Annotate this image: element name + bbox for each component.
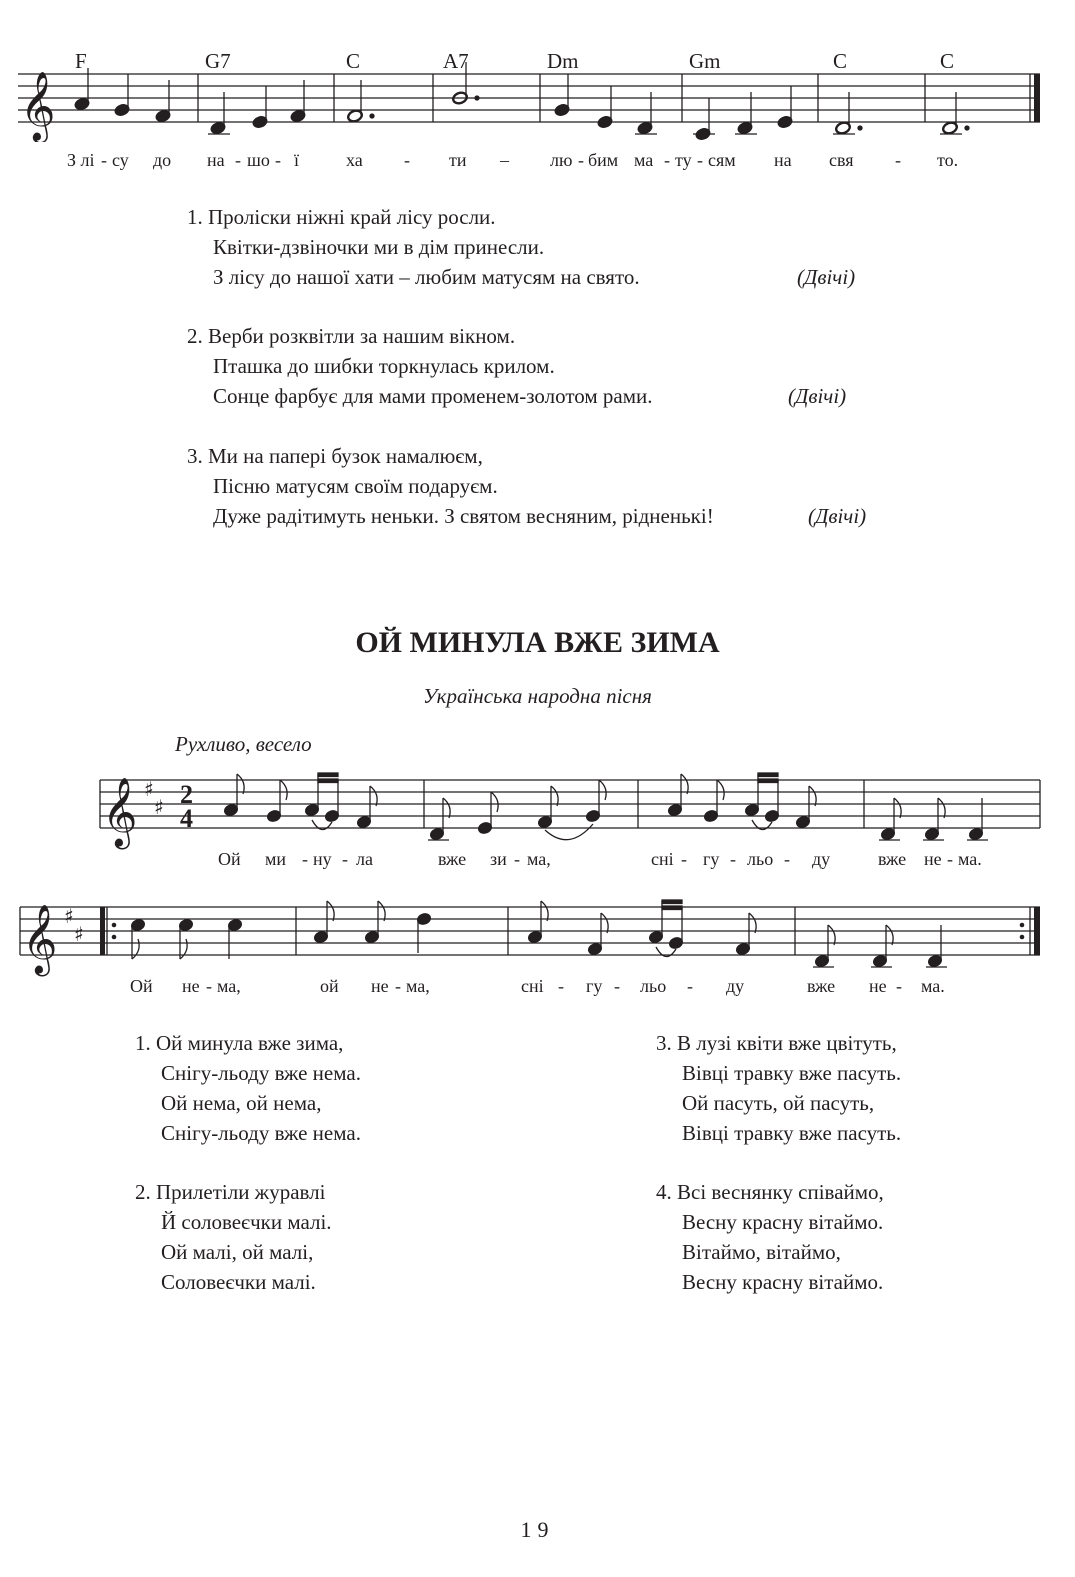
verse-line: Пташка до шибки торкнулась крилом.: [213, 354, 555, 378]
lyric-syllable: гу: [586, 976, 603, 996]
song2-staff-2: [0, 893, 1075, 983]
verse-line: Весну красну вітаймо.: [682, 1210, 884, 1234]
lyric-syllable: на: [774, 150, 792, 170]
chord-7: C: [833, 49, 848, 73]
lyric-syllable: ту: [675, 150, 692, 170]
lyric-syllable: су: [112, 150, 129, 170]
lyric-syllable: не: [371, 976, 389, 996]
lyric-syllable: зи: [490, 849, 507, 869]
lyric-syllable: Ой: [218, 849, 241, 869]
lyric-syllable: ой: [320, 976, 339, 996]
lyric-hyphen: -: [730, 849, 736, 869]
repeat-marker: (Двічі): [788, 384, 847, 408]
lyric-syllable: ма.: [921, 976, 945, 996]
lyric-syllable: ла: [356, 849, 373, 869]
verse-line: Весну красну вітаймо.: [682, 1270, 884, 1294]
lyric-syllable: льо: [640, 976, 667, 996]
song1-verse-2: [187, 321, 652, 411]
lyric-hyphen: -: [101, 150, 107, 170]
lyric-syllable: Ой: [130, 976, 153, 996]
sharp-icon: ♯: [144, 777, 154, 801]
lyric-hyphen: -: [206, 976, 212, 996]
lyric-hyphen: -: [784, 849, 790, 869]
time-signature-top: 2: [180, 780, 193, 809]
time-signature-bottom: 4: [180, 804, 193, 833]
verse-line: Вівці травку вже пасуть.: [682, 1121, 902, 1145]
sharp-icon: ♯: [64, 904, 74, 928]
verse-line: 1. Проліски ніжні край лісу росли.: [187, 205, 496, 229]
lyric-hyphen: -: [578, 150, 584, 170]
page-number: 19: [520, 1517, 555, 1542]
chord-6: Gm: [689, 49, 721, 73]
chord-2: G7: [205, 49, 231, 73]
verse-line: Ой малі, ой малі,: [161, 1240, 314, 1264]
lyric-hyphen: -: [275, 150, 281, 170]
lyric-syllable: ду: [726, 976, 745, 996]
verse-line: 4. Всі веснянку співаймо,: [656, 1180, 884, 1204]
song2-staff-1: [0, 766, 1075, 856]
verse-line: Вітаймо, вітаймо,: [682, 1240, 841, 1264]
lyric-syllable: ма,: [406, 976, 430, 996]
song1-staff: [0, 62, 1075, 142]
song2-verse-1: [135, 1028, 361, 1148]
lyric-dash: –: [500, 150, 509, 170]
lyric-hyphen: -: [681, 849, 687, 869]
lyric-syllable: ду: [812, 849, 831, 869]
lyric-hyphen: -: [514, 849, 520, 869]
lyric-hyphen: -: [664, 150, 670, 170]
tempo-marking: Рухливо, весело: [175, 732, 312, 756]
chord-3: C: [346, 49, 361, 73]
lyric-syllable: сні: [521, 976, 544, 996]
verse-line: 3. Ми на папері бузок намалюєм,: [187, 444, 483, 468]
lyric-hyphen: -: [342, 849, 348, 869]
lyric-hyphen: -: [947, 849, 953, 869]
verse-line: З лісу до нашої хати – любим матусям на свято.: [213, 265, 640, 289]
verse-line: Ой пасуть, ой пасуть,: [682, 1091, 875, 1115]
verse-line: Соловеєчки малі.: [161, 1270, 316, 1294]
lyric-syllable: не: [924, 849, 942, 869]
lyric-syllable: ї: [294, 150, 300, 170]
lyric-syllable: вже: [807, 976, 836, 996]
lyric-hyphen: -: [302, 849, 308, 869]
verse-line: 2. Прилетіли журавлі: [135, 1180, 326, 1204]
lyric-syllable: не: [182, 976, 200, 996]
lyric-syllable: сям: [708, 150, 736, 170]
lyric-syllable: лю: [550, 150, 573, 170]
lyric-hyphen: -: [896, 976, 902, 996]
treble-clef-icon: 𝄞: [102, 777, 138, 847]
lyric-syllable: на: [207, 150, 225, 170]
lyric-syllable: З лі: [67, 150, 95, 170]
lyric-hyphen: -: [895, 150, 901, 170]
lyric-hyphen: -: [687, 976, 693, 996]
lyric-hyphen: -: [404, 150, 410, 170]
lyric-syllable: ма: [634, 150, 654, 170]
lyric-syllable: ма.: [958, 849, 982, 869]
verse-line: Сонце фарбує для мами променем-золотом рами.: [213, 384, 653, 408]
verse-line: Вівці травку вже пасуть.: [682, 1061, 902, 1085]
lyric-syllable: шо: [247, 150, 270, 170]
song2-verse-4: [656, 1177, 884, 1297]
chord-5: Dm: [547, 49, 579, 73]
lyric-syllable: вже: [878, 849, 907, 869]
verse-line: 2. Верби розквітли за нашим вікном.: [187, 324, 516, 348]
lyric-syllable: не: [869, 976, 887, 996]
song2-staff2-notes: [130, 900, 947, 968]
lyric-syllable: ма,: [217, 976, 241, 996]
lyric-syllable: сні: [651, 849, 674, 869]
chord-8: C: [940, 49, 955, 73]
chord-1: F: [75, 49, 87, 73]
repeat-marker: (Двічі): [808, 504, 867, 528]
verse-line: Пісню матусям своїм подаруєм.: [213, 474, 498, 498]
lyric-hyphen: -: [558, 976, 564, 996]
lyric-syllable: ну: [313, 849, 332, 869]
repeat-marker: (Двічі): [797, 265, 856, 289]
lyric-syllable: свя: [829, 150, 854, 170]
verse-line: Ой нема, ой нема,: [161, 1091, 322, 1115]
song2-staff1-notes: [223, 773, 988, 841]
verse-line: 1. Ой минула вже зима,: [135, 1031, 344, 1055]
chord-4: A7: [443, 49, 469, 73]
verse-line: Дуже радітимуть неньки. З святом весняним, рідненькі!: [213, 504, 714, 528]
lyric-syllable: ми: [265, 849, 287, 869]
song2-verse-2: [135, 1177, 332, 1297]
verse-line: Квітки-дзвіночки ми в дім принесли.: [213, 235, 545, 259]
lyric-hyphen: -: [235, 150, 241, 170]
lyric-syllable: бим: [588, 150, 619, 170]
sharp-icon: ♯: [154, 795, 164, 819]
treble-clef-icon: 𝄞: [22, 904, 58, 974]
lyric-hyphen: -: [395, 976, 401, 996]
verse-line: Снігу-льоду вже нема.: [161, 1061, 361, 1085]
lyric-syllable: вже: [438, 849, 467, 869]
treble-clef-icon: 𝄞: [20, 71, 56, 141]
verse-line: Снігу-льоду вже нема.: [161, 1121, 361, 1145]
verse-line: 3. В лузі квіти вже цвітуть,: [656, 1031, 897, 1055]
song1-verse-3: [187, 441, 714, 531]
lyric-syllable: льо: [747, 849, 774, 869]
song2-verse-3: [656, 1028, 901, 1148]
song-subtitle: Українська народна пісня: [423, 684, 652, 708]
lyric-syllable: гу: [703, 849, 720, 869]
sharp-icon: ♯: [74, 922, 84, 946]
lyric-hyphen: -: [614, 976, 620, 996]
lyric-syllable: до: [153, 150, 172, 170]
lyric-syllable: ма,: [527, 849, 551, 869]
lyric-syllable: ха: [346, 150, 363, 170]
lyric-syllable: ти: [449, 150, 467, 170]
lyric-hyphen: -: [697, 150, 703, 170]
verse-line: Й соловеєчки малі.: [161, 1210, 332, 1234]
lyric-syllable: то.: [937, 150, 959, 170]
song1-verse-1: [187, 202, 640, 292]
song-title: ОЙ МИНУЛА ВЖЕ ЗИМА: [355, 626, 720, 659]
